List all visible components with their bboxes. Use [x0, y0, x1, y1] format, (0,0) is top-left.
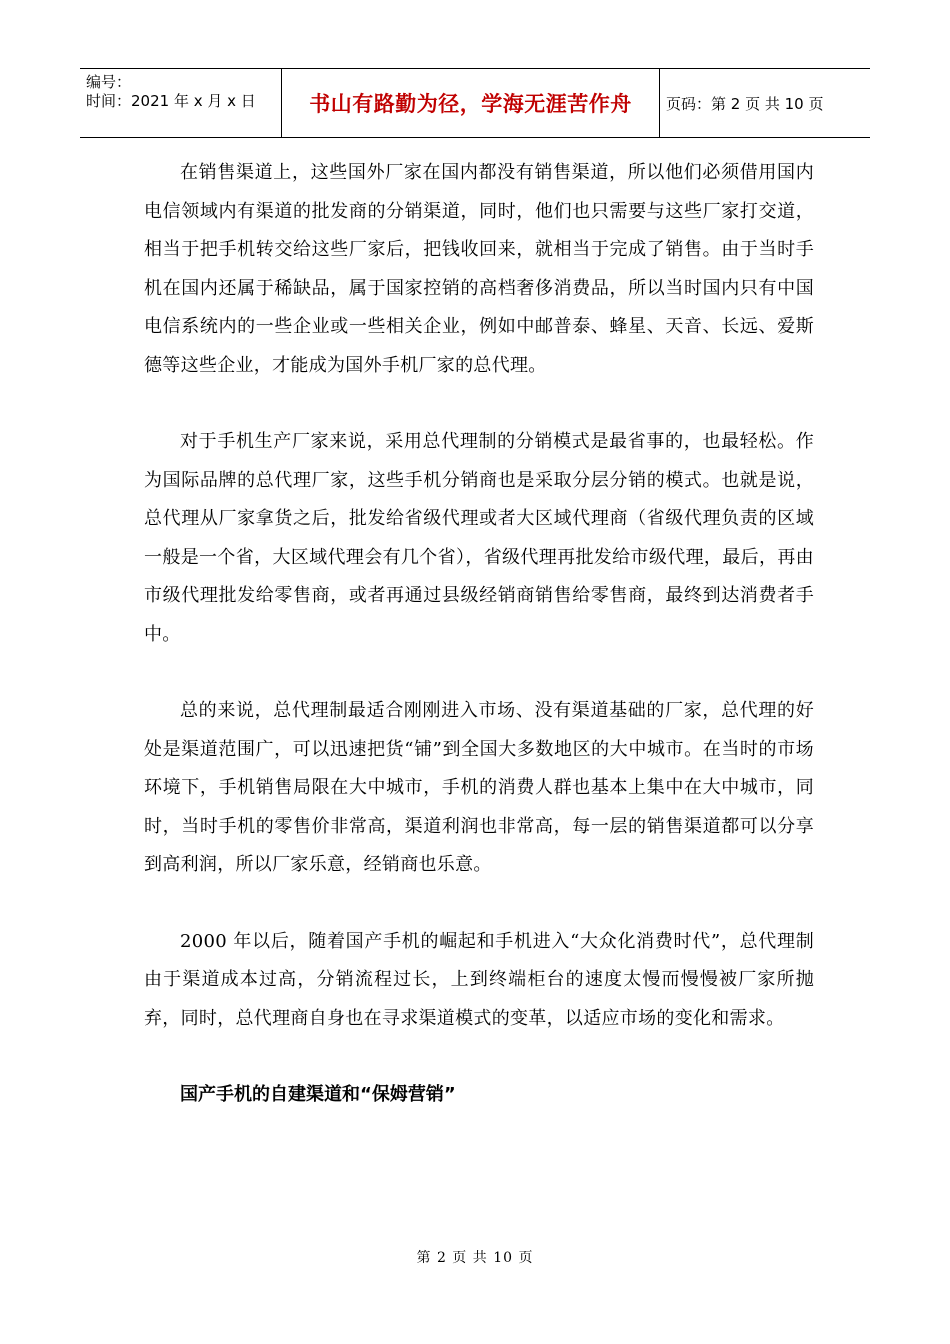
- header-motto: 书山有路勤为径，学海无涯苦作舟: [282, 69, 660, 137]
- header-meta-cell: [80, 69, 282, 137]
- page-header: [80, 68, 870, 138]
- body-paragraph: 在销售渠道上，这些国外厂家在国内都没有销售渠道，所以他们必须借用国内电信领域内有渠道的批发商的分销渠道，同时，他们也只需要与这些厂家打交道，相当于把手机转交给这些厂家后，把钱收回来，就相当于完成了销售。由于当时手机在国内还属于稀缺品，属于国家控销的高档奢侈消费品，所以当时国内只有中国电信系统内的一些企业或一些相关企业，例如中邮普泰、蜂星、天音、长远、爱斯德等这些企业，才能成为国外手机厂家的总代理。: [144, 162, 814, 376]
- body-paragraph: 总的来说，总代理制最适合刚刚进入市场、没有渠道基础的厂家，总代理的好处是渠道范围广，可以迅速把货“铺”到全国大多数地区的大中城市。在当时的市场环境下，手机销售局限在大中城市，手机的消费人群也基本上集中在大中城市，同时，当时手机的零售价非常高，渠道利润也非常高，每一层的销售渠道都可以分享到高利润，所以厂家乐意，经销商也乐意。: [144, 700, 814, 875]
- page-footer: 第 2 页 共 10 页: [416, 1250, 534, 1266]
- body-paragraph: 对于手机生产厂家来说，采用总代理制的分销模式是最省事的，也最轻松。作为国际品牌的总代理厂家，这些手机分销商也是采取分层分销的模式。也就是说，总代理从厂家拿货之后，批发给省级代理或者大区域代理商（省级代理负责的区域一般是一个省，大区域代理会有几个省），省级代理再批发给市级代理，最后，再由市级代理批发给零售商，或者再通过县级经销商销售给零售商，最终到达消费者手中。: [144, 431, 814, 645]
- section-heading: 国产手机的自建渠道和“保姆营销”: [180, 1084, 456, 1105]
- document-date-label: 时间：2021 年 x 月 x 日: [86, 92, 256, 110]
- header-page-indicator: 页码：第 2 页 共 10 页: [666, 94, 824, 113]
- body-paragraph: 2000 年以后，随着国产手机的崛起和手机进入“大众化消费时代”，总代理制由于渠道成本过高，分销流程过长，上到终端柜台的速度太慢而慢慢被厂家所抛弃，同时，总代理商自身也在寻求渠道模式的变革，以适应市场的变化和需求。: [144, 930, 814, 1029]
- document-number-label: 编号：: [86, 73, 132, 91]
- document-body: [144, 154, 814, 1115]
